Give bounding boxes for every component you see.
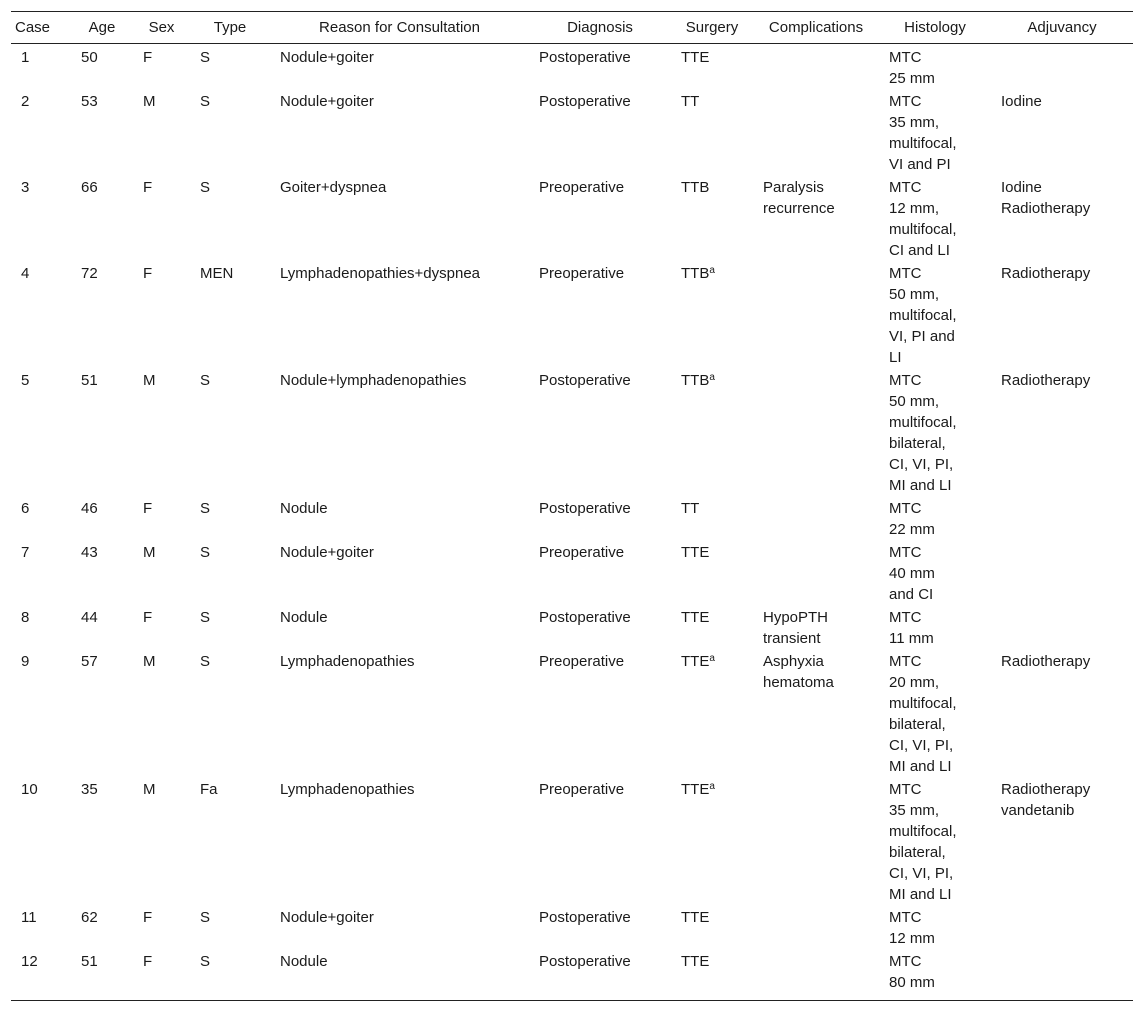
cell-surgery <box>671 368 753 496</box>
cell-reason: Goiter+dyspnea <box>280 179 387 196</box>
cell-surgery <box>671 605 753 649</box>
cell-surgery <box>671 496 753 540</box>
cell-sex: F <box>143 500 153 517</box>
cell-complications: Paralysis recurrence <box>763 179 835 217</box>
table-row <box>11 649 1133 777</box>
surgery-value: TTE <box>681 609 710 626</box>
table-container <box>11 11 1133 1001</box>
header-complications: Complications <box>753 12 879 44</box>
footnote-marker: a <box>709 372 715 383</box>
cell-type: S <box>200 544 211 561</box>
cell-histology: MTC 11 mm <box>889 609 934 647</box>
cell-adjuvancy <box>991 44 1133 90</box>
cell-histology: MTC 22 mm <box>889 500 935 538</box>
header-case: Case <box>11 12 71 44</box>
cell-diagnosis: Postoperative <box>539 49 631 66</box>
cell-case: 1 <box>21 49 30 66</box>
cell-adjuvancy <box>991 905 1133 949</box>
header-sex: Sex <box>133 12 190 44</box>
cell-age: 44 <box>81 609 98 626</box>
table-row <box>11 368 1133 496</box>
cell-age: 43 <box>81 544 98 561</box>
cell-diagnosis: Postoperative <box>539 909 631 926</box>
cell-diagnosis: Preoperative <box>539 179 625 196</box>
cell-type: S <box>200 609 211 626</box>
cell-complications <box>753 949 879 1001</box>
cell-reason: Nodule+lymphadenopathies <box>280 372 467 389</box>
cell-surgery <box>671 261 753 368</box>
cell-complications: Asphyxia hematoma <box>763 653 834 691</box>
surgery-value: TTE <box>681 653 710 670</box>
table-row <box>11 605 1133 649</box>
table-row <box>11 89 1133 175</box>
surgery-value: TTB <box>681 179 710 196</box>
cell-type: S <box>200 49 211 66</box>
cell-age: 51 <box>71 949 133 1001</box>
cell-complications <box>753 777 879 905</box>
surgery-value: TTB <box>681 372 710 389</box>
cell-diagnosis: Postoperative <box>539 93 631 110</box>
cell-adjuvancy: Radiotherapy <box>1001 372 1091 389</box>
table-row <box>11 261 1133 368</box>
cell-sex: F <box>143 609 153 626</box>
cell-reason: Lymphadenopathies <box>280 653 415 670</box>
header-surgery: Surgery <box>671 12 753 44</box>
cell-complications: HypoPTH transient <box>763 609 829 647</box>
cell-case: 10 <box>21 781 38 798</box>
header-histology: Histology <box>879 12 991 44</box>
cell-sex: F <box>133 949 190 1001</box>
cell-diagnosis: Postoperative <box>529 949 671 1001</box>
cell-histology: MTC 35 mm, multifocal, bilateral, CI, VI, PI, MI and LI <box>889 781 957 903</box>
cell-histology: MTC 80 mm <box>879 949 991 1001</box>
cell-histology: MTC 12 mm, multifocal, CI and LI <box>889 179 957 259</box>
case-table <box>11 11 1133 1001</box>
cell-sex: F <box>143 909 153 926</box>
cell-sex: F <box>143 265 153 282</box>
cell-reason: Nodule+goiter <box>280 93 374 110</box>
cell-adjuvancy <box>991 496 1133 540</box>
cell-case: 9 <box>21 653 30 670</box>
cell-age: 35 <box>81 781 98 798</box>
cell-reason: Lymphadenopathies+dyspnea <box>280 265 481 282</box>
cell-histology: MTC 12 mm <box>889 909 935 947</box>
header-type: Type <box>190 12 270 44</box>
cell-complications <box>753 496 879 540</box>
cell-complications <box>753 44 879 90</box>
cell-surgery <box>671 649 753 777</box>
cell-type: S <box>200 500 211 517</box>
cell-diagnosis: Preoperative <box>539 544 625 561</box>
cell-histology: MTC 35 mm, multifocal, VI and PI <box>889 93 957 173</box>
cell-complications <box>753 905 879 949</box>
table-header <box>11 12 1133 44</box>
cell-surgery <box>671 44 753 90</box>
cell-sex: M <box>143 781 156 798</box>
cell-sex: M <box>143 653 156 670</box>
cell-adjuvancy: Iodine Radiotherapy <box>1001 179 1091 217</box>
cell-case: 5 <box>21 372 30 389</box>
cell-adjuvancy: Iodine <box>1001 93 1042 110</box>
cell-case: 2 <box>21 93 30 110</box>
cell-complications <box>753 540 879 605</box>
cell-age: 57 <box>81 653 98 670</box>
cell-age: 46 <box>81 500 98 517</box>
cell-surgery <box>671 777 753 905</box>
header-adjuvancy: Adjuvancy <box>991 12 1133 44</box>
cell-sex: M <box>143 544 156 561</box>
cell-case: 7 <box>21 544 30 561</box>
cell-complications <box>753 261 879 368</box>
table-row <box>11 540 1133 605</box>
table-row <box>11 777 1133 905</box>
cell-surgery <box>671 905 753 949</box>
cell-case: 3 <box>21 179 30 196</box>
cell-surgery <box>671 175 753 261</box>
cell-type: MEN <box>200 265 234 282</box>
table-row <box>11 175 1133 261</box>
cell-adjuvancy <box>991 949 1133 1001</box>
cell-diagnosis: Postoperative <box>539 500 631 517</box>
table-row <box>11 496 1133 540</box>
cell-type: S <box>200 653 211 670</box>
table-row <box>11 905 1133 949</box>
cell-surgery <box>671 540 753 605</box>
header-row <box>11 12 1133 44</box>
cell-type: S <box>190 949 270 1001</box>
cell-type: S <box>200 93 211 110</box>
header-age: Age <box>71 12 133 44</box>
cell-reason: Lymphadenopathies <box>280 781 415 798</box>
cell-type: S <box>200 909 211 926</box>
cell-diagnosis: Preoperative <box>539 781 625 798</box>
cell-age: 53 <box>81 93 98 110</box>
cell-type: Fa <box>200 781 218 798</box>
cell-diagnosis: Postoperative <box>539 372 631 389</box>
cell-sex: M <box>143 372 156 389</box>
surgery-value: TTE <box>681 49 710 66</box>
surgery-value: TTB <box>681 265 710 282</box>
cell-adjuvancy <box>991 540 1133 605</box>
table-row <box>11 44 1133 90</box>
cell-case: 11 <box>21 909 37 926</box>
cell-age: 50 <box>81 49 98 66</box>
cell-reason: Nodule <box>280 500 328 517</box>
cell-surgery <box>671 89 753 175</box>
table-body <box>11 44 1133 1001</box>
cell-sex: M <box>143 93 156 110</box>
header-diagnosis: Diagnosis <box>529 12 671 44</box>
cell-case: 4 <box>21 265 30 282</box>
cell-case: 8 <box>21 609 30 626</box>
cell-case: 12 <box>11 949 71 1001</box>
cell-adjuvancy <box>991 605 1133 649</box>
cell-adjuvancy: Radiotherapy <box>1001 265 1091 282</box>
footnote-marker: a <box>709 781 715 792</box>
cell-type: S <box>200 372 211 389</box>
cell-surgery <box>671 949 753 1001</box>
cell-reason: Nodule+goiter <box>280 909 374 926</box>
cell-reason: Nodule+goiter <box>280 49 374 66</box>
cell-age: 51 <box>81 372 98 389</box>
cell-diagnosis: Preoperative <box>539 653 625 670</box>
surgery-value: TT <box>681 500 700 517</box>
surgery-value: TT <box>681 93 700 110</box>
table-row <box>11 949 1133 1001</box>
cell-age: 66 <box>81 179 98 196</box>
cell-diagnosis: Preoperative <box>539 265 625 282</box>
cell-case: 6 <box>21 500 30 517</box>
cell-histology: MTC 40 mm and CI <box>889 544 935 603</box>
cell-sex: F <box>143 179 153 196</box>
cell-histology: MTC 20 mm, multifocal, bilateral, CI, VI, PI, MI and LI <box>889 653 957 775</box>
cell-histology: MTC 50 mm, multifocal, bilateral, CI, VI, PI, MI and LI <box>889 372 957 494</box>
surgery-value: TTE <box>681 781 710 798</box>
cell-adjuvancy: Radiotherapy vandetanib <box>1001 781 1091 819</box>
surgery-value: TTE <box>681 909 710 926</box>
cell-complications <box>753 89 879 175</box>
cell-histology: MTC 50 mm, multifocal, VI, PI and LI <box>889 265 957 366</box>
cell-reason: Nodule+goiter <box>280 544 374 561</box>
cell-type: S <box>200 179 211 196</box>
surgery-value: TTE <box>681 953 710 970</box>
cell-complications <box>753 368 879 496</box>
cell-histology: MTC 25 mm <box>889 49 935 87</box>
cell-age: 62 <box>81 909 98 926</box>
footnote-marker: a <box>709 265 715 276</box>
footnote-marker: a <box>709 653 715 664</box>
cell-sex: F <box>143 49 153 66</box>
header-reason: Reason for Consultation <box>270 12 529 44</box>
cell-age: 72 <box>81 265 98 282</box>
cell-reason: Nodule <box>270 949 529 1001</box>
surgery-value: TTE <box>681 544 710 561</box>
cell-reason: Nodule <box>280 609 328 626</box>
cell-diagnosis: Postoperative <box>539 609 631 626</box>
cell-adjuvancy: Radiotherapy <box>1001 653 1091 670</box>
